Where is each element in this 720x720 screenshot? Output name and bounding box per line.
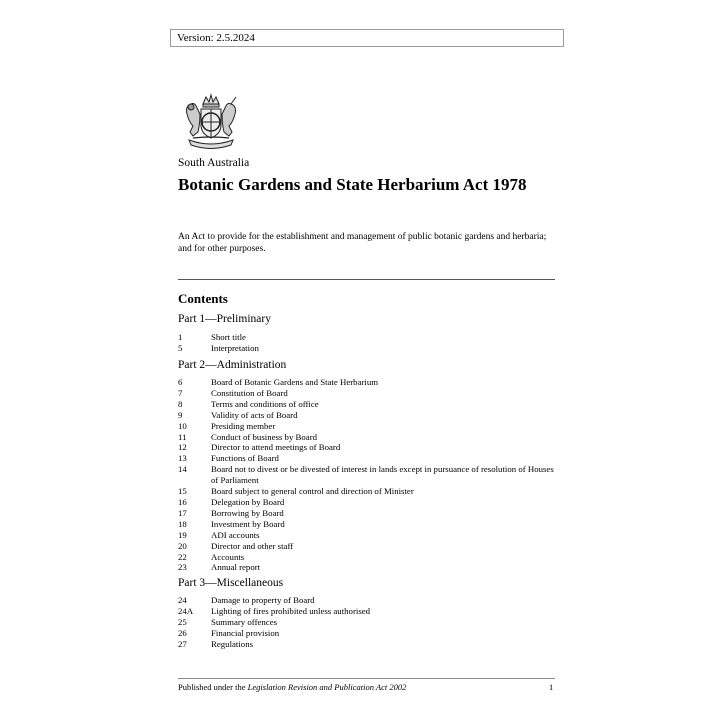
section-title: Conduct of business by Board <box>211 431 318 442</box>
section-title: Presiding member <box>211 420 276 431</box>
jurisdiction-label: South Australia <box>178 157 250 169</box>
contents-entry[interactable] <box>178 464 558 486</box>
section-divider <box>178 279 555 280</box>
contents-entry[interactable] <box>178 595 558 606</box>
section-title: ADI accounts <box>211 529 260 540</box>
contents-entry[interactable] <box>178 552 558 563</box>
section-number: 13 <box>178 453 187 464</box>
section-title: Lighting of fires prohibited unless authorised <box>211 605 371 616</box>
section-title: Damage to property of Board <box>211 595 315 605</box>
contents-entry[interactable] <box>178 508 558 519</box>
contents-entry[interactable] <box>178 628 558 639</box>
section-title: Summary offences <box>211 616 278 627</box>
section-number: 6 <box>178 377 183 387</box>
section-number: 23 <box>178 562 187 573</box>
contents-entry[interactable] <box>178 639 558 650</box>
section-title: Interpretation <box>211 342 259 353</box>
contents-entry[interactable] <box>178 377 558 388</box>
section-number: 1 <box>178 332 183 342</box>
contents-entry[interactable] <box>178 343 558 354</box>
footer-prefix: Published under the <box>178 682 248 692</box>
section-title: Regulations <box>211 638 254 649</box>
version-label: Version: 2.5.2024 <box>170 29 564 47</box>
section-number: 15 <box>178 486 187 497</box>
section-number: 10 <box>178 420 187 431</box>
section-title: Borrowing by Board <box>211 507 284 518</box>
section-number: 9 <box>178 409 183 420</box>
section-title: Functions of Board <box>211 453 279 464</box>
section-number: 16 <box>178 496 187 507</box>
footer-act-name: Legislation Revision and Publication Act 2002 <box>247 682 407 692</box>
contents-entry[interactable] <box>178 497 558 508</box>
section-title: Director to attend meetings of Board <box>211 442 341 453</box>
section-number: 19 <box>178 529 187 540</box>
part-heading[interactable]: Part 2—Administration <box>178 359 287 371</box>
part-3-entries <box>178 595 558 650</box>
section-title: Constitution of Board <box>211 387 288 398</box>
section-title: Investment by Board <box>211 518 285 529</box>
part-2-entries <box>178 377 558 573</box>
contents-entry[interactable] <box>178 519 558 530</box>
section-title: Annual report <box>211 562 261 573</box>
contents-entry[interactable] <box>178 332 558 343</box>
section-title: Financial provision <box>211 627 280 638</box>
footer-divider <box>178 678 555 679</box>
section-number: 24 <box>178 595 187 605</box>
contents-entry[interactable] <box>178 453 558 464</box>
section-number: 27 <box>178 638 187 649</box>
contents-entry[interactable] <box>178 388 558 399</box>
part-heading[interactable]: Part 1—Preliminary <box>178 313 271 325</box>
page-number: 1 <box>549 682 554 692</box>
section-number: 12 <box>178 442 187 453</box>
section-number: 18 <box>178 518 187 529</box>
section-title: Director and other staff <box>211 540 294 551</box>
section-number: 7 <box>178 387 183 398</box>
contents-entry[interactable] <box>178 421 558 432</box>
section-title: Board of Botanic Gardens and State Herbarium <box>211 377 379 387</box>
contents-entry[interactable] <box>178 486 558 497</box>
contents-entry[interactable] <box>178 562 558 573</box>
act-title: Botanic Gardens and State Herbarium Act 1978 <box>178 175 527 194</box>
contents-entry[interactable] <box>178 432 558 443</box>
section-number: 22 <box>178 551 187 562</box>
section-title: Short title <box>211 332 246 342</box>
section-number: 8 <box>178 398 183 409</box>
section-number: 5 <box>178 342 183 353</box>
section-number: 26 <box>178 627 187 638</box>
section-number: 25 <box>178 616 187 627</box>
contents-entry[interactable] <box>178 530 558 541</box>
part-heading[interactable]: Part 3—Miscellaneous <box>178 577 284 589</box>
footer-publication-note <box>178 682 406 692</box>
section-number: 17 <box>178 507 187 518</box>
section-title: Board subject to general control and direction of Minister <box>211 486 414 497</box>
section-title: Validity of acts of Board <box>211 409 298 420</box>
long-title: An Act to provide for the establishment and management of public botanic gardens and herbaria; and for other purposes. <box>178 232 547 254</box>
section-title: Delegation by Board <box>211 496 285 507</box>
section-title: Board not to divest or be divested of interest in lands except in pursuance of resolution of Houses of Parliament <box>211 464 554 486</box>
contents-entry[interactable] <box>178 442 558 453</box>
coat-of-arms-icon <box>181 92 241 150</box>
part-1-entries <box>178 332 558 354</box>
section-number: 20 <box>178 540 187 551</box>
contents-entry[interactable] <box>178 606 558 617</box>
contents-entry[interactable] <box>178 541 558 552</box>
section-number: 14 <box>178 464 187 475</box>
contents-entry[interactable] <box>178 617 558 628</box>
section-title: Terms and conditions of office <box>211 398 319 409</box>
contents-entry[interactable] <box>178 410 558 421</box>
contents-heading: Contents <box>178 291 228 306</box>
section-title: Accounts <box>211 551 245 562</box>
contents-entry[interactable] <box>178 399 558 410</box>
section-number: 24A <box>178 605 194 616</box>
section-number: 11 <box>178 431 187 442</box>
